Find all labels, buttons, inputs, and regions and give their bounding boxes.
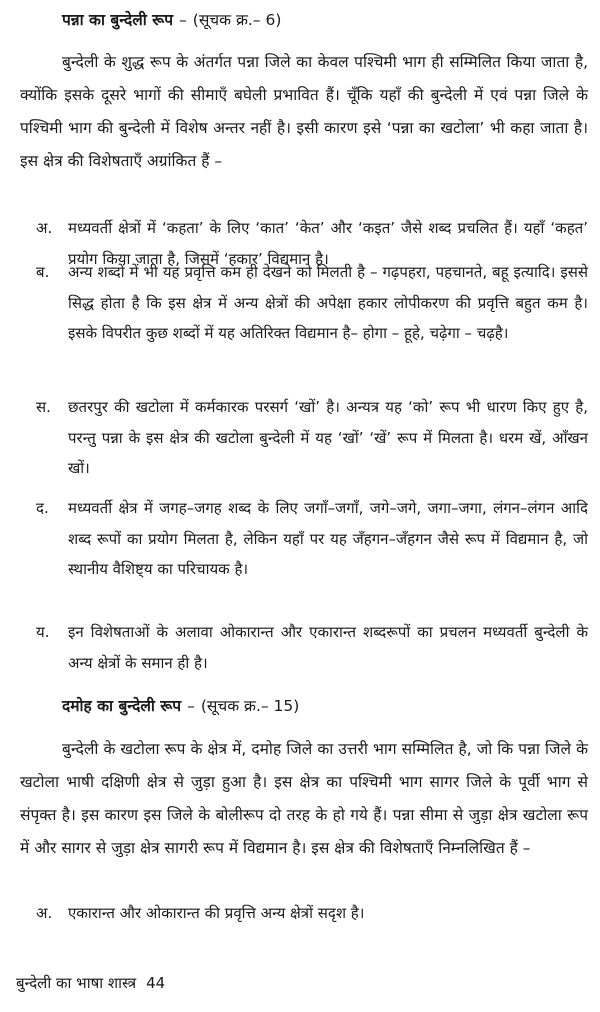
section-intro-paragraph: बुन्देली के शुद्ध रूप के अंतर्गत पन्ना जिले का केवल पश्चिमी भाग ही सम्मिलित किया जाता है, क्योंकि इसके दूसरे भागों की सीमाएँ बघेली प्रभावित हैं। चूँकि यहाँ की बुन्देली में एवं पन्ना जिले के पश्चिमी भाग की बुन्देली में विशेष अन्तर नहीं है। इसी कारण इसे ‘पन्ना का खटोला’ भी कहा जाता है। इस क्षेत्र की विशेषताएँ अग्रांकित हैं –: [20, 53, 588, 170]
list-item-text: छतरपुर की खटोला में कर्मकारक परसर्ग ‘खों’ है। अन्यत्र यह ‘को’ रूप भी धारण किए हुए है, परन्तु पन्ना के इस क्षेत्र की खटोला बुन्देली में यह ‘खों’ ‘खें’ रूप में मिलता है। धरम खें, आँखन खों।: [68, 398, 588, 477]
list-marker: ब.: [36, 263, 50, 281]
list-item: [36, 898, 588, 929]
page-number: 44: [146, 974, 166, 992]
list-marker: य.: [36, 623, 50, 641]
list-item-text: इन विशेषताओं के अलावा ओकारान्त और एकारान्त शब्दरूपों का प्रचलन मध्यवर्ती बुन्देली के अन्य क्षेत्रों के समान ही है।: [68, 623, 588, 672]
section-heading-damoh: [62, 696, 299, 716]
section-intro-paragraph: बुन्देली के खटोला रूप के क्षेत्र में, दमोह जिले का उत्तरी भाग सम्मिलित है, जो कि पन्ना जिले के खटोला भाषी दक्षिणी क्षेत्र से जुड़ा हुआ है। इस क्षेत्र का पश्चिमी भाग सागर जिले के पूर्वी भाग से संपृक्त है। इस कारण इस जिले के बोलीरूप दो तरह के हो गये हैं। पन्ना सीमा से जुड़ा क्षेत्र खटोला रूप में और सागर से जुड़ा क्षेत्र सागरी रूप में विद्यमान है। इस क्षेत्र की विशेषताएँ निम्नलिखित हैं –: [20, 740, 588, 857]
list-marker: अ.: [36, 904, 53, 922]
book-title: बुन्देली का भाषा शास्त्र: [16, 974, 137, 992]
list-item-text: एकारान्त और ओकारान्त की प्रवृत्ति अन्य क्षेत्रों सदृश है।: [68, 904, 365, 922]
heading-dash: –: [179, 11, 187, 29]
list-item-text: अन्य शब्दों में भी यह प्रवृत्ति कम ही देखने को मिलती है – गढ़पहरा, पहचानते, बहू इत्यादि। इससे सिद्ध होता है कि इस क्षेत्र में अन्य क्षेत्रों की अपेक्षा हकार लोपीकरण की प्रवृत्ति बहुत कम है। इसके विपरीत कुछ शब्दों में यह अतिरिक्त विद्यमान है– होगा – हूहे, चढ़ेगा – चढ़है।: [68, 263, 588, 342]
heading-dash: –: [187, 697, 195, 715]
list-item: [36, 493, 588, 585]
list-item: [36, 392, 588, 484]
section-title: पन्ना का बुन्देली रूप: [62, 11, 174, 29]
section-heading-panna: [62, 10, 281, 30]
list-item: [36, 617, 588, 678]
list-marker: स.: [36, 398, 51, 416]
list-item-text: मध्यवर्ती क्षेत्र में जगह–जगह शब्द के लिए जगाँ–जगाँ, जगे–जगे, जगा–जगा, लंगन–लंगन आदि शब्द रूपों का प्रयोग मिलता है, लेकिन यहाँ पर यह जँहगन–जँहगन जैसे रूप में विद्यमान है, जो स्थानीय वैशिष्ट्य का परिचायक है।: [68, 499, 588, 578]
list-marker: अ.: [36, 219, 53, 237]
section-reference: (सूचक क्र.– 6): [192, 11, 282, 29]
list-item-text: मध्यवर्ती क्षेत्रों में ‘कहता’ के लिए ‘कात’ ‘केत’ और ‘कइत’ जैसे शब्द प्रचलित हैं। यहाँ ‘कहत’ प्रयोग किया जाता है, जिसमें ‘हकार’ विद्यमान है।: [68, 219, 588, 268]
section-title: दमोह का बुन्देली रूप: [62, 697, 182, 715]
list-marker: द.: [36, 499, 49, 517]
page-footer: [16, 973, 165, 993]
section-reference: (सूचक क्र.– 15): [200, 697, 300, 715]
list-item: [36, 257, 588, 349]
